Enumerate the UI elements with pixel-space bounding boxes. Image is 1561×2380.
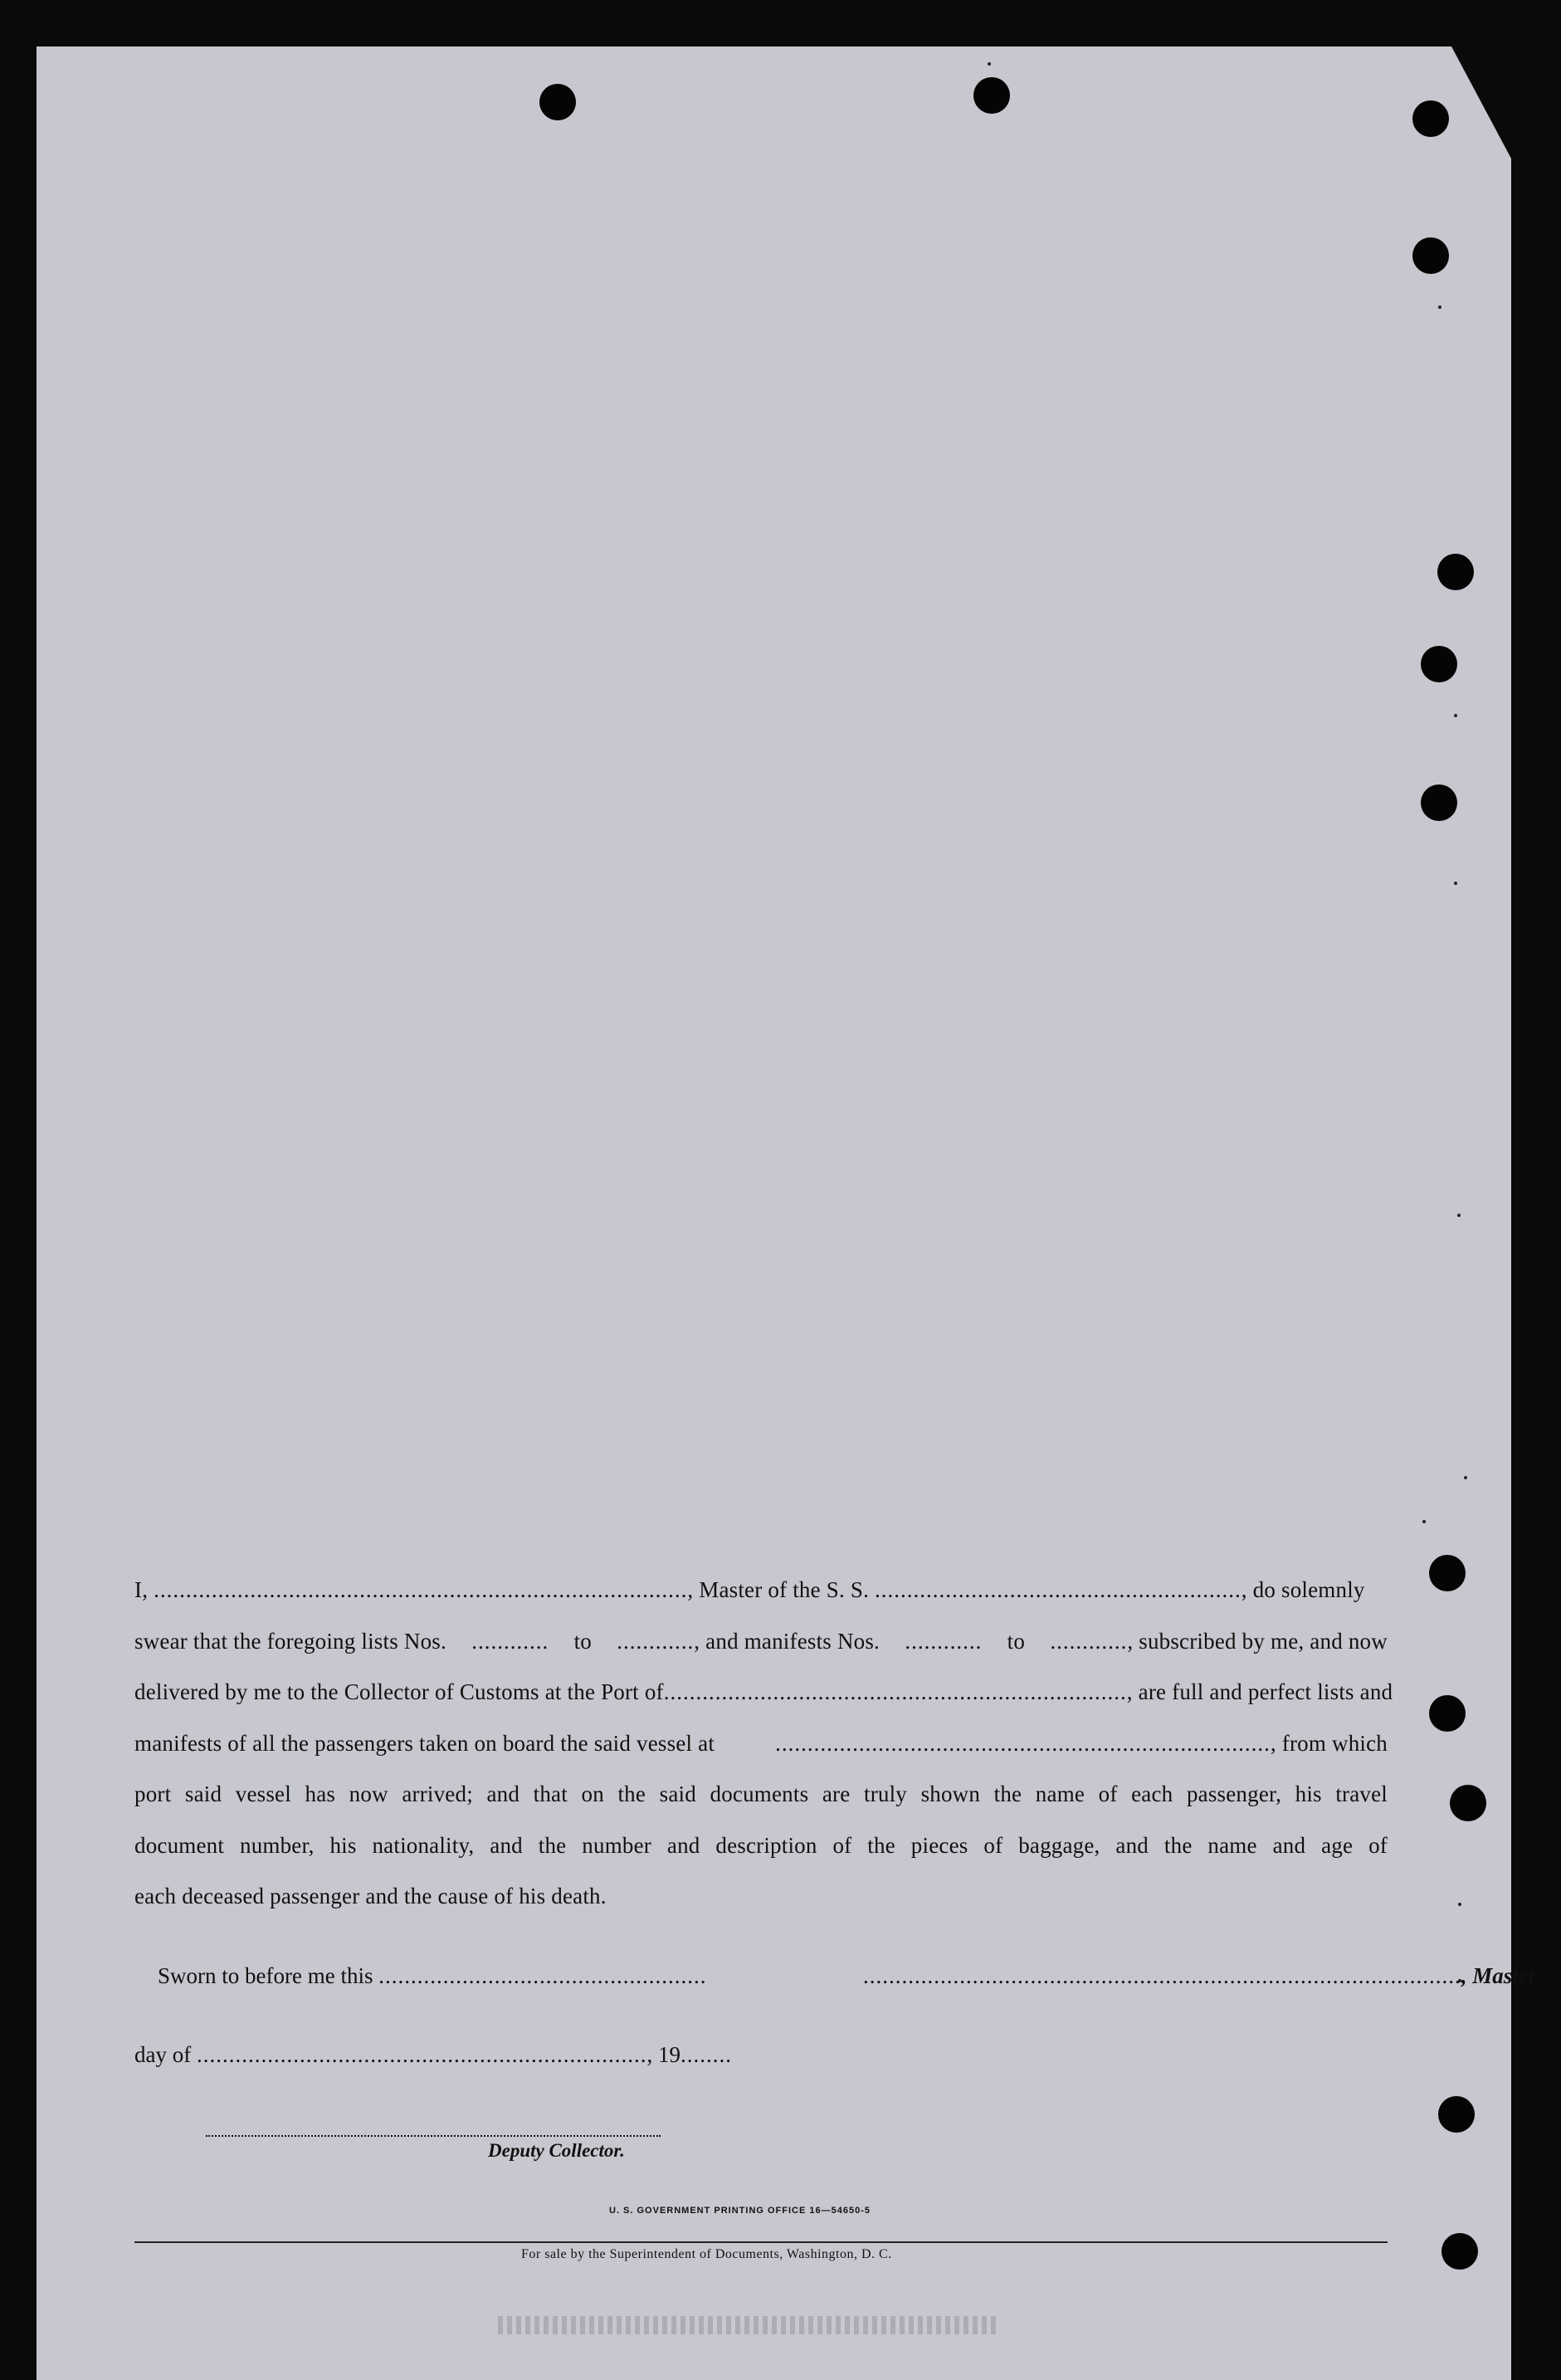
punch-hole <box>1438 2096 1475 2133</box>
sworn-label: Sworn to before me this <box>158 1963 373 1988</box>
oath-line-7: each deceased passenger and the cause of his death. <box>134 1884 607 1908</box>
day-month-blank[interactable]: ...................................................................... <box>196 2042 647 2067</box>
lists-label: swear that the foregoing lists Nos. <box>134 1628 446 1654</box>
speck <box>1422 1520 1426 1523</box>
vessel-at-label: manifests of all the passengers taken on board the said vessel at <box>134 1730 715 1756</box>
punch-hole <box>1429 1695 1466 1732</box>
solemnly-label: , do solemnly <box>1241 1577 1365 1602</box>
speck <box>988 62 991 66</box>
year-label: , 19 <box>646 2042 680 2067</box>
speck <box>1438 305 1441 309</box>
speck <box>1457 1214 1461 1217</box>
document-page <box>37 46 1511 2380</box>
printing-office-line: U. S. GOVERNMENT PRINTING OFFICE 16—54650-5 <box>609 2206 871 2216</box>
oath-line-3 <box>134 1667 1393 1718</box>
day-of-label: day of <box>134 2042 192 2067</box>
lists-from-blank[interactable]: ............ <box>471 1628 549 1654</box>
punch-hole <box>1429 1555 1466 1591</box>
master-name-blank[interactable]: ................................................................................... <box>154 1577 688 1602</box>
punch-hole <box>973 77 1010 114</box>
oath-pronoun: I, <box>134 1577 149 1602</box>
oath-line-1 <box>134 1565 1388 1616</box>
speck <box>1454 882 1457 885</box>
vessel-name-blank[interactable]: ......................................................... <box>875 1577 1241 1602</box>
punch-hole <box>1421 784 1457 821</box>
to-label: to <box>1007 1628 1026 1654</box>
manifests-from-blank[interactable]: ............ <box>905 1628 983 1654</box>
punch-hole <box>1450 1785 1486 1821</box>
embark-port-blank[interactable]: ............................................................................. <box>775 1730 1271 1756</box>
lists-to-blank[interactable]: ............ <box>617 1628 695 1654</box>
deputy-signature-line[interactable] <box>206 2135 661 2137</box>
subscribed-label: , subscribed by me, and now <box>1127 1628 1388 1654</box>
deputy-collector-label: Deputy Collector. <box>488 2140 625 2161</box>
port-blank[interactable]: ........................................................................ <box>663 1679 1127 1704</box>
master-signature-section <box>863 1963 1537 1989</box>
speck <box>1458 1903 1461 1906</box>
master-label: , Master <box>1461 1963 1538 1988</box>
oath-line-2 <box>134 1616 1388 1668</box>
lists-perfect-label: , are full and perfect lists and <box>1126 1679 1393 1704</box>
master-of-label: , Master of the S. S. <box>687 1577 870 1602</box>
year-blank[interactable]: ........ <box>680 2042 732 2067</box>
punch-hole <box>539 84 576 120</box>
punch-hole <box>1412 237 1449 274</box>
master-signature-blank[interactable]: ............................................................................................. <box>863 1963 1461 1988</box>
speck <box>1464 1476 1467 1479</box>
sworn-section <box>158 1963 706 1989</box>
day-section <box>134 2042 732 2068</box>
footer-rule <box>134 2241 1388 2243</box>
punch-hole <box>1421 646 1457 682</box>
manifests-label: , and manifests Nos. <box>694 1628 880 1654</box>
speck <box>1454 714 1457 717</box>
footer-text: For sale by the Superintendent of Documents, Washington, D. C. <box>521 2247 892 2261</box>
to-label: to <box>573 1628 592 1654</box>
punch-hole <box>1437 554 1474 590</box>
manifests-to-blank[interactable]: ............ <box>1050 1628 1128 1654</box>
punch-hole <box>1412 100 1449 137</box>
oath-line-6: document number, his nationality, and the number and description of the pieces of baggage, and the name and age of <box>134 1832 1388 1858</box>
sworn-date-blank[interactable]: ................................................... <box>378 1963 707 1988</box>
from-which-label: , from which <box>1270 1730 1388 1756</box>
oath-paragraph <box>134 1565 1393 1923</box>
punch-hole <box>1441 2233 1478 2270</box>
oath-line-4 <box>134 1718 1388 1770</box>
port-label: delivered by me to the Collector of Customs at the Port of <box>134 1679 664 1704</box>
scan-stamp-mark <box>498 2316 996 2334</box>
oath-line-5: port said vessel has now arrived; and that on the said documents are truly shown the name of each passenger, his travel <box>134 1781 1388 1806</box>
